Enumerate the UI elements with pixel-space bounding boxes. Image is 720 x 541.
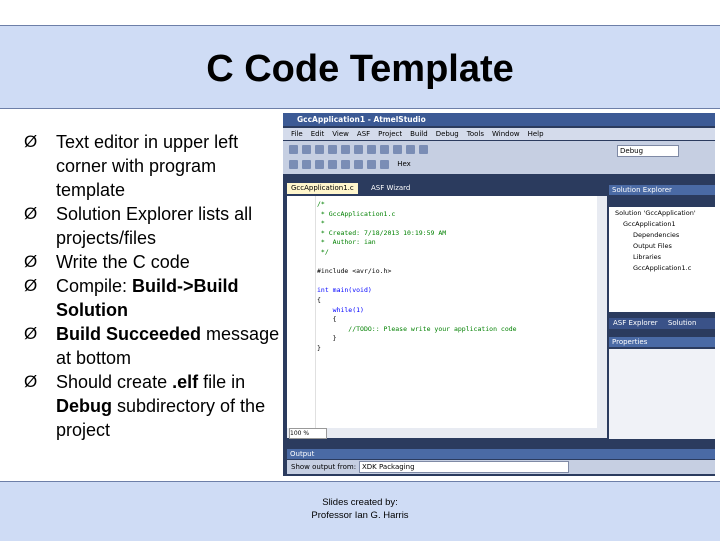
bullet-text: .elf [172, 372, 199, 392]
code-line: { [317, 295, 321, 304]
bullet-text: message at bottom [56, 324, 280, 368]
bullet-text: file in [198, 372, 246, 392]
bullet-arrow-icon: Ø [24, 132, 38, 151]
editor-horizontal-scrollbar[interactable] [287, 428, 607, 438]
solution-tree-item[interactable]: GccApplication1 [623, 220, 676, 228]
config-combo[interactable]: Debug [617, 145, 679, 157]
save-all-icon[interactable] [328, 145, 337, 154]
new-file-icon[interactable] [289, 145, 298, 154]
hex-label[interactable]: Hex [397, 160, 411, 168]
code-line: /* [317, 200, 325, 208]
output-from-label: Show output from: [291, 463, 357, 471]
editor-tabs [287, 183, 607, 194]
menu-item-edit[interactable]: Edit [310, 130, 325, 138]
bullet-text: Should create [56, 372, 173, 392]
redo-icon[interactable] [393, 145, 402, 154]
cut-icon[interactable] [341, 145, 350, 154]
footer-band [0, 481, 720, 541]
tab-solution[interactable]: Solution [667, 319, 697, 327]
step-icon[interactable] [315, 160, 324, 169]
code-line [317, 277, 517, 287]
open-file-icon[interactable] [302, 145, 311, 154]
bullet-text: subdirectory of the project [56, 396, 266, 440]
code-line: * [317, 219, 325, 228]
undo-icon[interactable] [380, 145, 389, 154]
menu-item-build[interactable]: Build [410, 130, 428, 138]
toolbar [283, 141, 715, 174]
stop-icon[interactable] [367, 160, 376, 169]
tab-asf-wizard[interactable]: ASF Wizard [371, 184, 411, 192]
code-line: * Author: ian [317, 238, 376, 247]
solution-explorer-tree [609, 207, 715, 312]
menu-item-tools[interactable]: Tools [466, 130, 484, 138]
code-line: while(1) [317, 305, 364, 314]
menu-item-window[interactable]: Window [491, 130, 520, 138]
paste-icon[interactable] [367, 145, 376, 154]
title-band [0, 25, 720, 109]
bullet-arrow-icon: Ø [24, 276, 38, 295]
code-line: { [317, 315, 337, 324]
bullet-text: Compile: [56, 276, 133, 296]
bullet-item [22, 370, 280, 442]
solution-tree-item[interactable]: GccApplication1.c [633, 264, 692, 272]
code-editor[interactable] [287, 196, 607, 434]
solution-tree-item[interactable]: Libraries [633, 253, 662, 261]
editor-gutter [287, 196, 316, 434]
code-line: } [317, 343, 321, 352]
solution-explorer-title: Solution Explorer [609, 185, 715, 195]
device-icon[interactable] [289, 160, 298, 169]
bullet-text: Build Succeeded [56, 324, 202, 344]
credit-line-2: Professor Ian G. Harris [311, 510, 409, 521]
bullet-arrow-icon: Ø [24, 324, 38, 343]
code-line: */ [317, 247, 329, 256]
output-title: Output [287, 449, 715, 459]
window-title: GccApplication1 - AtmelStudio [283, 113, 715, 126]
break-icon[interactable] [354, 160, 363, 169]
code-line: //TODO:: Please write your application code [317, 324, 517, 333]
code-line: #include <avr/io.h> [317, 267, 392, 276]
code-line: * Created: 7/18/2013 10:19:59 AM [317, 228, 447, 237]
step-out-icon[interactable] [341, 160, 350, 169]
atmel-studio-screenshot [283, 113, 715, 476]
bullet-arrow-icon: Ø [24, 252, 38, 271]
build-icon[interactable] [302, 160, 311, 169]
step-over-icon[interactable] [328, 160, 337, 169]
tab-asf-explorer[interactable]: ASF Explorer [613, 319, 658, 327]
bullet-list [22, 130, 280, 442]
menu-item-project[interactable]: Project [378, 130, 403, 138]
toolbar-row-2 [287, 158, 411, 172]
code-line [317, 258, 517, 268]
solution-tree-item[interactable]: Solution 'GccApplication' [615, 209, 696, 217]
solution-tree-item[interactable]: Output Files [633, 242, 672, 250]
copy-icon[interactable] [354, 145, 363, 154]
restart-icon[interactable] [380, 160, 389, 169]
tab-gccapplication1-c[interactable]: GccApplication1.c [287, 183, 358, 194]
properties-title: Properties [609, 337, 715, 347]
menu-bar [283, 128, 715, 140]
solution-tree-item[interactable]: Dependencies [633, 231, 680, 239]
code-line: * GccApplication1.c [317, 209, 396, 218]
bullet-text: Debug [56, 396, 112, 416]
credit-line-1: Slides created by: [322, 497, 398, 508]
slide-title: C Code Template [206, 48, 514, 90]
credit [0, 496, 720, 522]
bullet-arrow-icon: Ø [24, 204, 38, 223]
bullet-text: Solution Explorer lists all projects/files [56, 204, 253, 248]
menu-item-debug[interactable]: Debug [435, 130, 459, 138]
find-icon[interactable] [419, 145, 428, 154]
panel-tabs [609, 318, 715, 329]
properties-panel [609, 349, 715, 439]
output-toolbar [287, 460, 715, 474]
output-source-select[interactable]: XDK Packaging [359, 461, 569, 473]
start-debug-icon[interactable] [406, 145, 415, 154]
save-icon[interactable] [315, 145, 324, 154]
bullet-arrow-icon: Ø [24, 372, 38, 391]
bullet-item [22, 250, 280, 274]
toolbar-row-1 [287, 143, 430, 157]
zoom-level[interactable]: 100 % [289, 428, 327, 439]
menu-item-help[interactable]: Help [527, 130, 544, 138]
bullet-item [22, 322, 280, 370]
code-line: } [317, 334, 337, 343]
bullet-text: Write the C code [56, 252, 190, 272]
bullet-text: Text editor in upper left corner with program template [56, 132, 239, 200]
editor-vertical-scrollbar[interactable] [597, 196, 607, 434]
menu-item-asf[interactable]: ASF [356, 130, 371, 138]
code-text[interactable] [317, 200, 517, 354]
menu-item-file[interactable]: File [291, 130, 303, 138]
bullet-text: Build->Build Solution [56, 276, 239, 320]
code-line: int main(void) [317, 286, 372, 295]
bullet-item [22, 274, 280, 322]
menu-item-view[interactable]: View [332, 130, 349, 138]
bullet-item [22, 202, 280, 250]
bullet-item [22, 130, 280, 202]
